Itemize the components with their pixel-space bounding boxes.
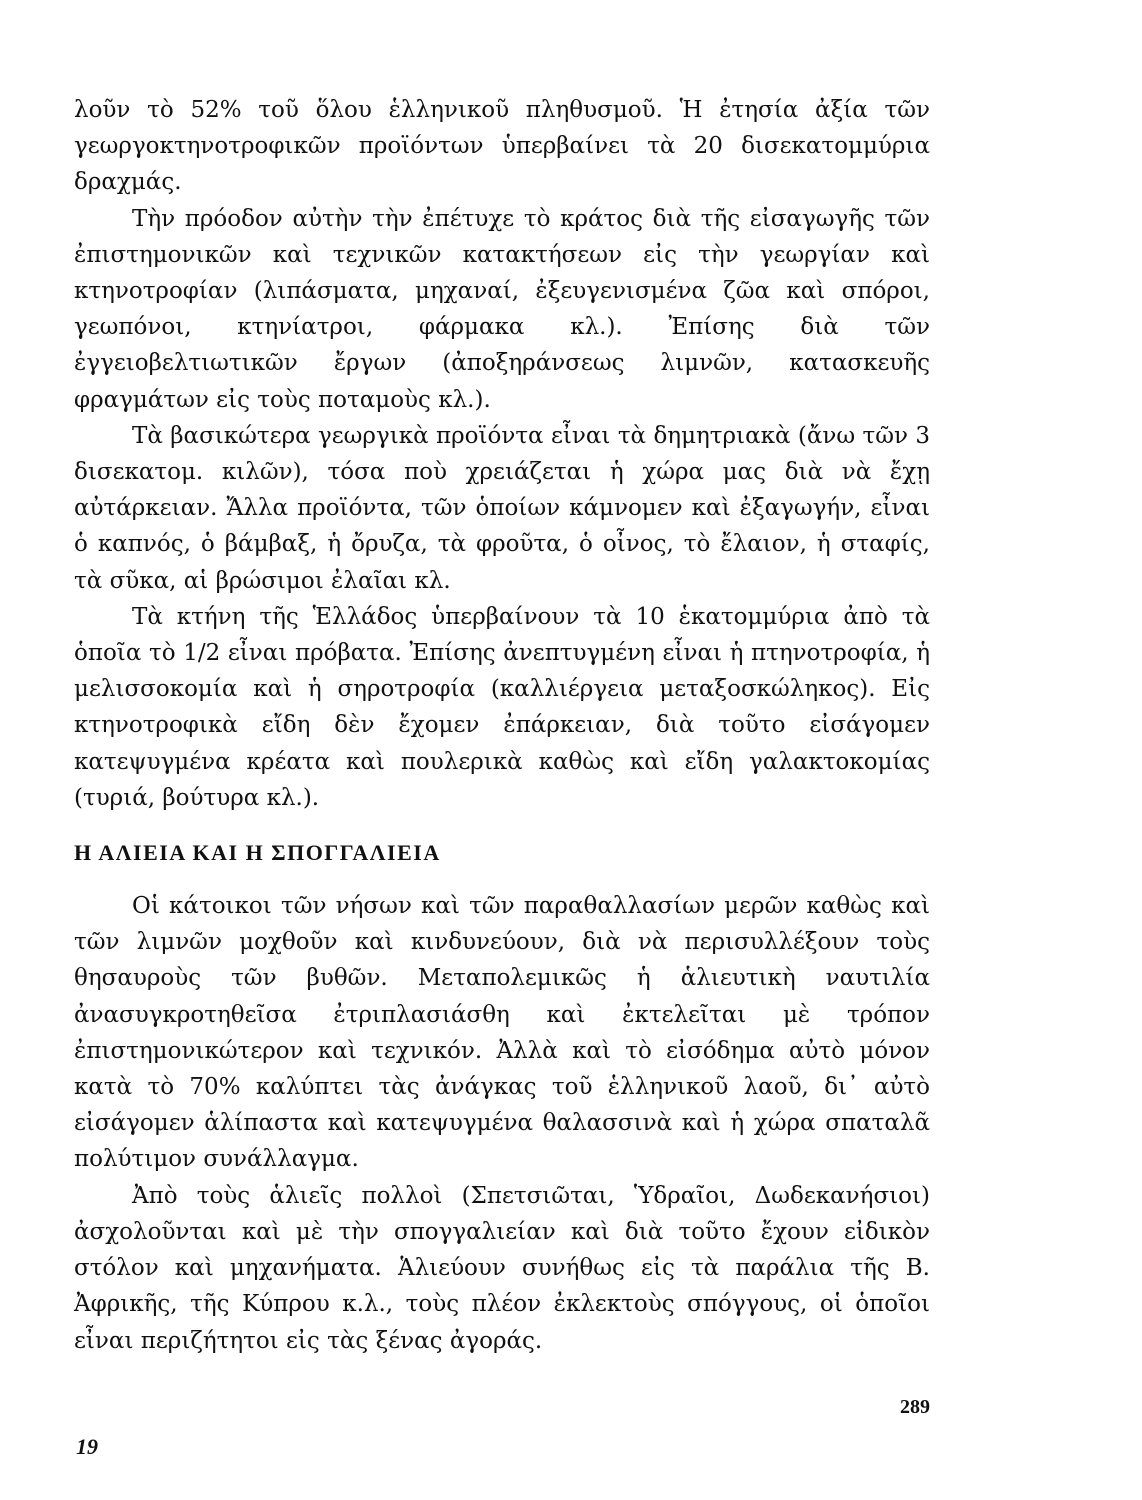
paragraph-crops: Τὰ βασικώτερα γεωργικὰ προϊόντα εἶναι τὰ δημητριακὰ (ἄνω τῶν 3 δισεκατομ. κιλῶν), τόσα ποὺ χρειάζεται ἡ χώρα μας διὰ νὰ ἔχῃ αὐτάρκειαν. Ἄλλα προϊόντα, τῶν ὁποίων κάμνομεν καὶ ἐξαγωγήν, εἶναι ὁ καπνός, ὁ βάμβαξ, ἡ ὄρυζα, τὰ φροῦτα, ὁ οἶνος, τὸ ἔλαιον, ἡ σταφίς, τὰ σῦκα, αἱ βρώσιμοι ἐλαῖαι κλ. <box>74 422 930 594</box>
paragraph-population: λοῦν τὸ 52% τοῦ ὅλου ἑλληνικοῦ πληθυσμοῦ. Ἡ ἐτησία ἀξία τῶν γεωργοκτηνοτροφικῶν προϊόντων ὑπερβαίνει τὰ 20 δισεκατομμύρια δραχμάς. <box>74 97 930 196</box>
signature-mark: 19 <box>76 1434 98 1459</box>
paragraph-fishing: Οἱ κάτοικοι τῶν νήσων καὶ τῶν παραθαλλασίων μερῶν καθὼς καὶ τῶν λιμνῶν μοχθοῦν καὶ κινδυνεύουν, διὰ νὰ περισυλλέξουν τοὺς θησαυροὺς τῶν βυθῶν. Μεταπολεμικῶς ἡ ἁλιευτικὴ ναυτιλία ἀνασυγκροτηθεῖσα ἐτριπλασιάσθη καὶ ἐκτελεῖται μὲ τρόπον ἐπιστημονικώτερον καὶ τεχνικόν. Ἀλλὰ καὶ τὸ εἰσόδημα αὐτὸ μόνον κατὰ τὸ 70% καλύπτει τὰς ἀνάγκας τοῦ ἑλληνικοῦ λαοῦ, δι᾿ αὐτὸ εἰσάγομεν ἁλίπαστα καὶ κατεψυγμένα θαλασσινὰ καὶ ἡ χώρα σπαταλᾶ πολύτιμον συνάλλαγμα. <box>74 893 930 1173</box>
paragraph-progress: Τὴν πρόοδον αὐτὴν τὴν ἐπέτυχε τὸ κράτος διὰ τῆς εἰσαγωγῆς τῶν ἐπιστημονικῶν καὶ τεχνικῶν κατακτήσεων εἰς τὴν γεωργίαν καὶ κτηνοτροφίαν (λιπάσματα, μηχαναί, ἐξευγενισμένα ζῶα καὶ σπόροι, γεωπόνοι, κτηνίατροι, φάρμακα κλ.). Ἐπίσης διὰ τῶν ἐγγειοβελτιωτικῶν ἔργων (ἀποξηράνσεως λιμνῶν, κατασκευῆς φραγμάτων εἰς τοὺς ποταμοὺς κλ.). <box>74 205 930 413</box>
paragraph-sponge-diving: Ἀπὸ τοὺς ἁλιεῖς πολλοὶ (Σπετσιῶται, Ὑδραῖοι, Δωδεκανήσιοι) ἀσχολοῦνται καὶ μὲ τὴν σπογγαλιείαν καὶ διὰ τοῦτο ἔχουν εἰδικὸν στόλον καὶ μηχανήματα. Ἁλιεύουν συνήθως εἰς τὰ παράλια τῆς Β. Ἀφρικῆς, τῆς Κύπρου κ.λ., τοὺς πλέον ἐκλεκτοὺς σπόγγους, οἱ ὁποῖοι εἶναι περιζήτητοι εἰς τὰς ξένας ἀγοράς. <box>74 1182 930 1354</box>
page-number: 289 <box>900 1396 930 1418</box>
body-text <box>74 92 930 1359</box>
paragraph-livestock: Τὰ κτήνη τῆς Ἑλλάδος ὑπερβαίνουν τὰ 10 ἑκατομμύρια ἀπὸ τὰ ὁποῖα τὸ 1/2 εἶναι πρόβατα. Ἐπίσης ἀνεπτυγμένη εἶναι ἡ πτηνοτροφία, ἡ μελισσοκομία καὶ ἡ σηροτροφία (καλλιέργεια μεταξοσκώληκος). Εἰς κτηνοτροφικὰ εἴδη δὲν ἔχομεν ἐπάρκειαν, διὰ τοῦτο εἰσάγομεν κατεψυγμένα κρέατα καὶ πουλερικὰ καθὼς καὶ εἴδη γαλακτοκομίας (τυριά, βούτυρα κλ.). <box>74 603 930 811</box>
section-heading: Η ΑΛΙΕΙΑ ΚΑΙ Η ΣΠΟΓΓΑΛΙΕΙΑ <box>74 840 441 866</box>
